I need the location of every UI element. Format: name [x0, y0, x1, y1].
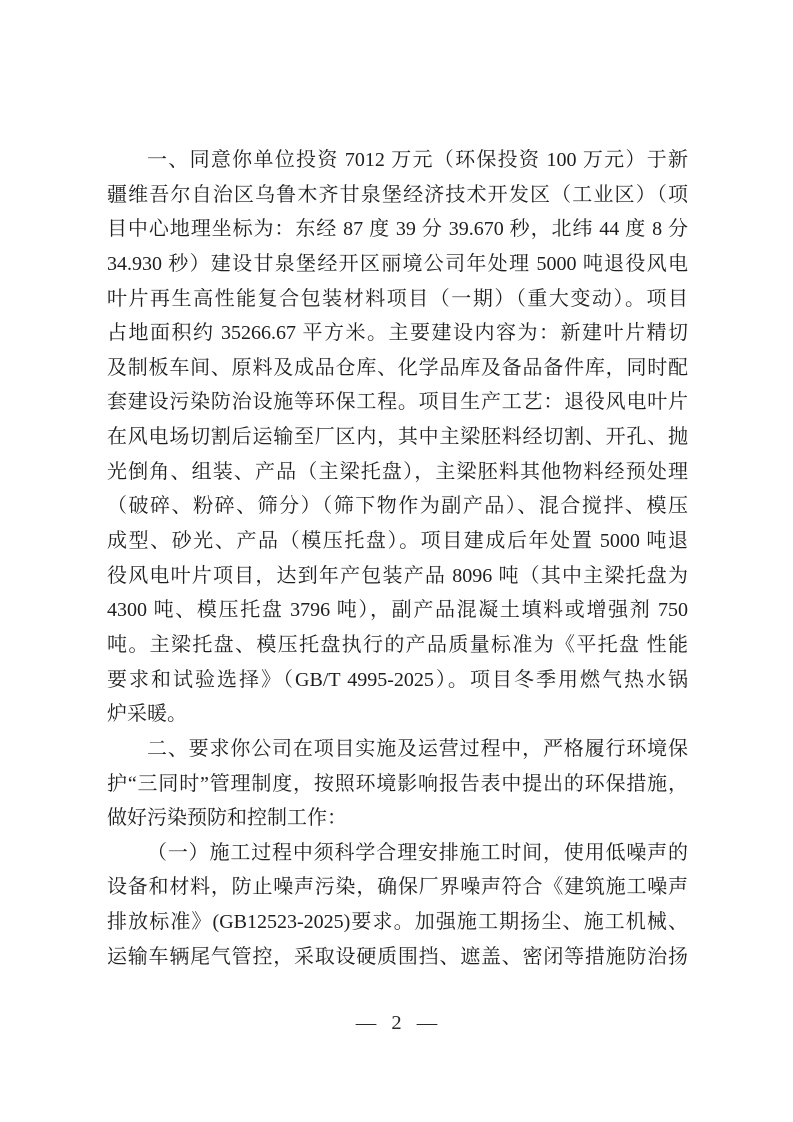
text-line: 成型、砂光、产品（模压托盘）。项目建成后年处置 5000 吨退 — [107, 530, 688, 553]
paragraph-3 — [107, 836, 688, 975]
paragraph-1 — [107, 143, 688, 732]
text-line: 排放标准》(GB12523-2025)要求。加强施工期扬尘、施工机械、 — [107, 911, 688, 934]
text-line: 二、要求你公司在项目实施及运营过程中，严格履行环境保 — [147, 737, 688, 760]
text-line: 吨。主梁托盘、模压托盘执行的产品质量标准为《平托盘 性能 — [107, 633, 688, 656]
text-line: 护“三同时”管理制度，按照环境影响报告表中提出的环保措施， — [107, 772, 688, 795]
text-line: 34.930 秒）建设甘泉堡经开区丽境公司年处理 5000 吨退役风电 — [107, 252, 688, 275]
text-line: 运输车辆尾气管控，采取设硬质围挡、遮盖、密闭等措施防治扬 — [107, 945, 688, 968]
paragraph-2 — [107, 732, 688, 836]
text-line: 炉采暖。 — [107, 703, 187, 726]
text-line: 占地面积约 35266.67 平方米。主要建设内容为：新建叶片精切 — [107, 322, 688, 345]
text-line: 一、同意你单位投资 7012 万元（环保投资 100 万元）于新 — [147, 149, 688, 171]
text-line: 叶片再生高性能复合包装材料项目（一期）（重大变动）。项目 — [107, 287, 688, 310]
text-line: 在风电场切割后运输至厂区内，其中主梁胚料经切割、开孔、抛 — [107, 426, 688, 449]
text-line: （一）施工过程中须科学合理安排施工时间，使用低噪声的 — [147, 841, 688, 864]
text-line: 目中心地理坐标为：东经 87 度 39 分 39.670 秒，北纬 44 度 8 分 — [107, 218, 688, 241]
text-line: 光倒角、组装、产品（主梁托盘），主梁胚料其他物料经预处理 — [107, 460, 688, 483]
text-line: 设备和材料，防止噪声污染，确保厂界噪声符合《建筑施工噪声 — [107, 876, 688, 899]
text-line: （破碎、粉碎、筛分）（筛下物作为副产品）、混合搅拌、模压 — [107, 495, 688, 518]
text-line: 及制板车间、原料及成品仓库、化学品库及备品备件库，同时配 — [107, 356, 688, 379]
text-line: 做好污染预防和控制工作： — [107, 807, 347, 830]
text-line: 役风电叶片项目，达到年产包装产品 8096 吨（其中主梁托盘为 — [107, 564, 688, 587]
text-line: 4300 吨、模压托盘 3796 吨），副产品混凝土填料或增强剂 750 — [107, 599, 688, 622]
page-number: — 2 — — [355, 1012, 438, 1034]
text-line: 要求和试验选择》（GB/T 4995-2025）。项目冬季用燃气热水锅 — [107, 668, 688, 691]
text-line: 疆维吾尔自治区乌鲁木齐甘泉堡经济技术开发区（工业区）（项 — [107, 183, 688, 206]
text-line: 套建设污染防治设施等环保工程。项目生产工艺：退役风电叶片 — [107, 391, 688, 414]
document-body — [107, 143, 688, 974]
